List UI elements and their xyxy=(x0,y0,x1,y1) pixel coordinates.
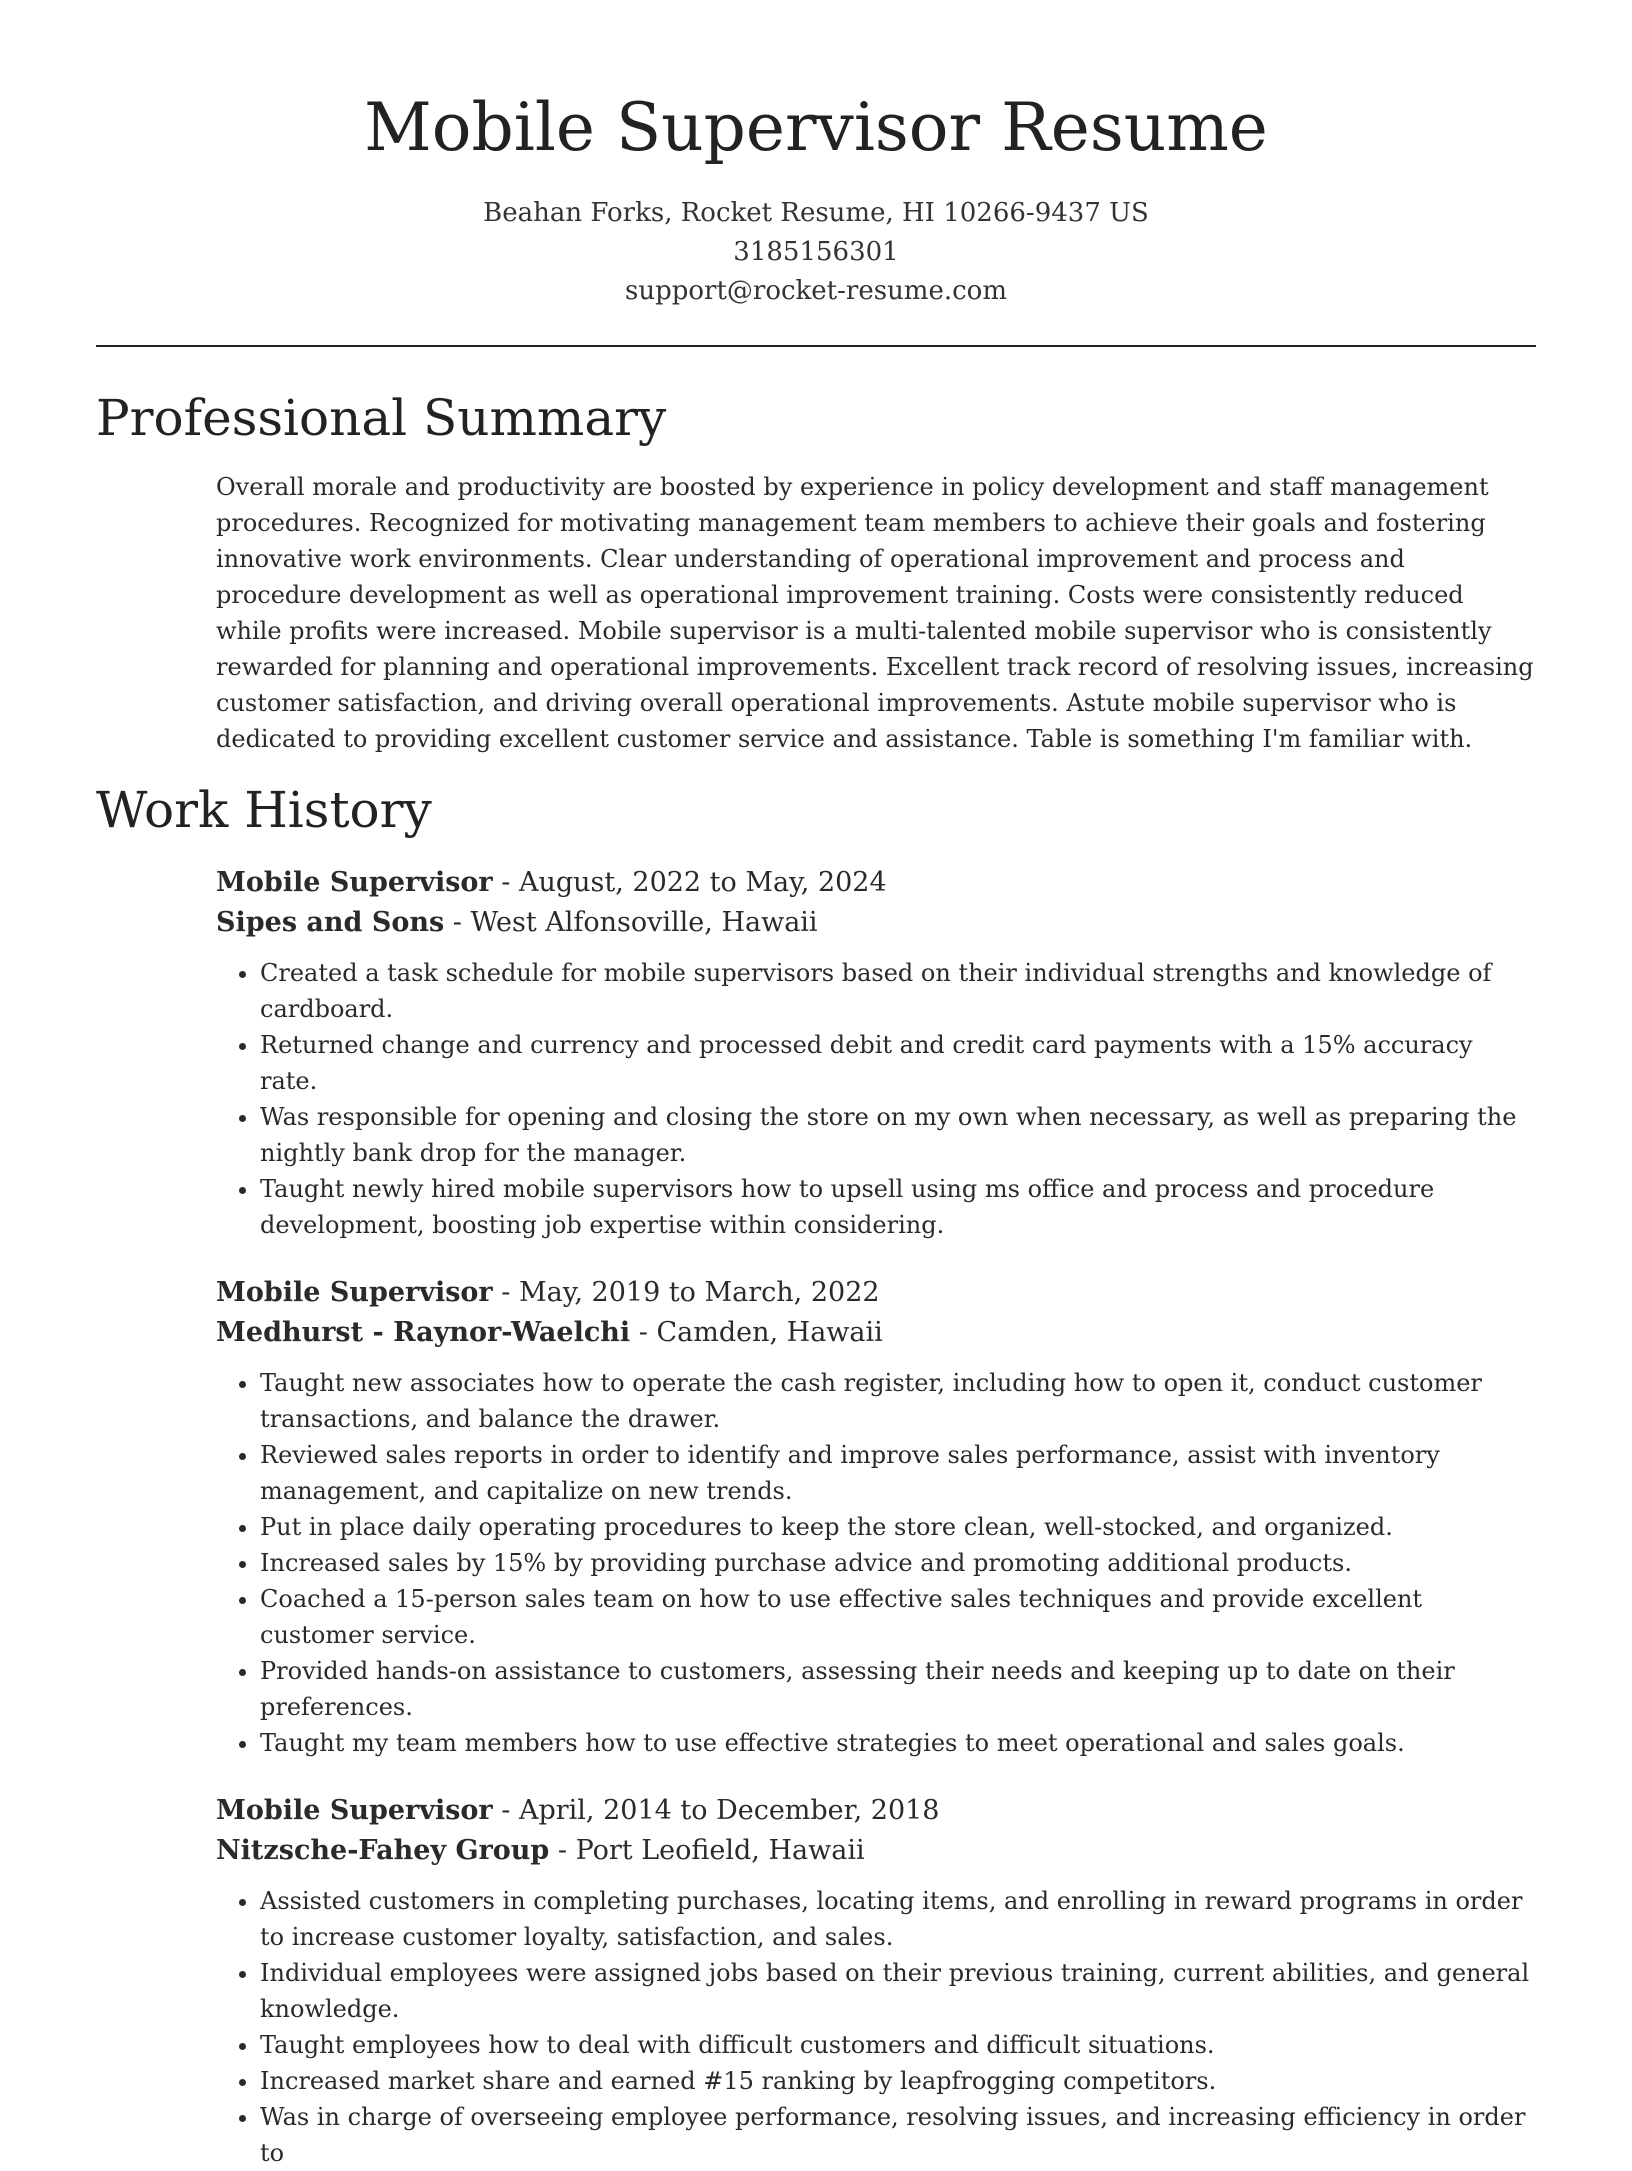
job-bullet: • Taught my team members how to use effective strategies to meet operational and sales goals. xyxy=(260,1725,1536,1761)
job-bullets xyxy=(216,955,1536,1243)
job-location: - Port Leofield, Hawaii xyxy=(549,1835,865,1866)
job-bullet: • Taught new associates how to operate the cash register, including how to open it, conduct customer transactions, and balance the drawer. xyxy=(260,1365,1536,1437)
job-bullet: • Created a task schedule for mobile supervisors based on their individual strengths and knowledge of cardboard. xyxy=(260,955,1536,1027)
job-company-line xyxy=(216,1831,1536,1871)
job-bullet: • Coached a 15-person sales team on how to use effective sales techniques and provide excellent customer service. xyxy=(260,1581,1536,1653)
job-company-line xyxy=(216,903,1536,943)
header-divider xyxy=(96,345,1536,347)
job-company: Nitzsche-Fahey Group xyxy=(216,1835,550,1866)
contact-phone: 3185156301 xyxy=(733,237,899,267)
contact-block xyxy=(0,194,1632,311)
job-company-line xyxy=(216,1313,1536,1353)
job-title: Mobile Supervisor xyxy=(216,867,493,898)
job-location: - Camden, Hawaii xyxy=(630,1317,883,1348)
job-bullets xyxy=(216,1883,1536,2171)
job-bullet: • Increased market share and earned #15 ranking by leapfrogging competitors. xyxy=(260,2063,1536,2099)
job-company: Sipes and Sons xyxy=(216,907,445,938)
job-bullet: • Assisted customers in completing purchases, locating items, and enrolling in reward programs in order to increase customer loyalty, satisfaction, and sales. xyxy=(260,1883,1536,1955)
job-bullet: • Taught newly hired mobile supervisors how to upsell using ms office and process and procedure development, boosting job expertise within considering. xyxy=(260,1171,1536,1243)
job-bullets xyxy=(216,1365,1536,1761)
job-dates: - April, 2014 to December, 2018 xyxy=(492,1795,940,1826)
summary-heading: Professional Summary xyxy=(96,389,667,447)
resume-title: Mobile Supervisor Resume xyxy=(364,89,1268,166)
work-history-heading: Work History xyxy=(96,781,432,839)
job-title-line xyxy=(216,1791,1536,1831)
job-bullet: • Was responsible for opening and closing the store on my own when necessary, as well as preparing the nightly bank drop for the manager. xyxy=(260,1099,1536,1171)
job-bullet: • Was in charge of overseeing employee performance, resolving issues, and increasing efficiency in order to xyxy=(260,2099,1536,2171)
job-bullet: • Returned change and currency and processed debit and credit card payments with a 15% accuracy rate. xyxy=(260,1027,1536,1099)
job-title-line xyxy=(216,1273,1536,1313)
job-bullet: • Individual employees were assigned jobs based on their previous training, current abilities, and general knowledge. xyxy=(260,1955,1536,2027)
resume-header xyxy=(0,0,1632,311)
contact-address: Beahan Forks, Rocket Resume, HI 10266-9437 US xyxy=(483,198,1149,228)
job-title: Mobile Supervisor xyxy=(216,1795,493,1826)
job-bullet: • Taught employees how to deal with difficult customers and difficult situations. xyxy=(260,2027,1536,2063)
job-bullet: • Provided hands-on assistance to customers, assessing their needs and keeping up to date on their preferences. xyxy=(260,1653,1536,1725)
job-entry xyxy=(216,1273,1536,1761)
job-bullet: • Reviewed sales reports in order to identify and improve sales performance, assist with inventory management, and capitalize on new trends. xyxy=(260,1437,1536,1509)
summary-text: Overall morale and productivity are boosted by experience in policy development and staff management procedures. Recognized for motivating management team members to achieve their goals and fostering innovative work environments. Clear understanding of operational improvement and process and procedure development as well as operational improvement training. Costs were consistently reduced while profits were increased. Mobile supervisor is a multi-talented mobile supervisor who is consistently rewarded for planning and operational improvements. Excellent track record of resolving issues, increasing customer satisfaction, and driving overall operational improvements. Astute mobile supervisor who is dedicated to providing excellent customer service and assistance. Table is something I'm familiar with. xyxy=(216,473,1534,753)
job-title: Mobile Supervisor xyxy=(216,1277,493,1308)
job-bullet: • Increased sales by 15% by providing purchase advice and promoting additional products. xyxy=(260,1545,1536,1581)
job-dates: - May, 2019 to March, 2022 xyxy=(492,1277,880,1308)
job-location: - West Alfonsoville, Hawaii xyxy=(444,907,818,938)
contact-email: support@rocket-resume.com xyxy=(624,276,1007,306)
job-title-line xyxy=(216,863,1536,903)
job-company: Medhurst - Raynor-Waelchi xyxy=(216,1317,631,1348)
job-entry xyxy=(216,1791,1536,2171)
job-bullet: • Put in place daily operating procedures to keep the store clean, well-stocked, and organized. xyxy=(260,1509,1536,1545)
job-dates: - August, 2022 to May, 2024 xyxy=(492,867,887,898)
job-entry xyxy=(216,863,1536,1243)
